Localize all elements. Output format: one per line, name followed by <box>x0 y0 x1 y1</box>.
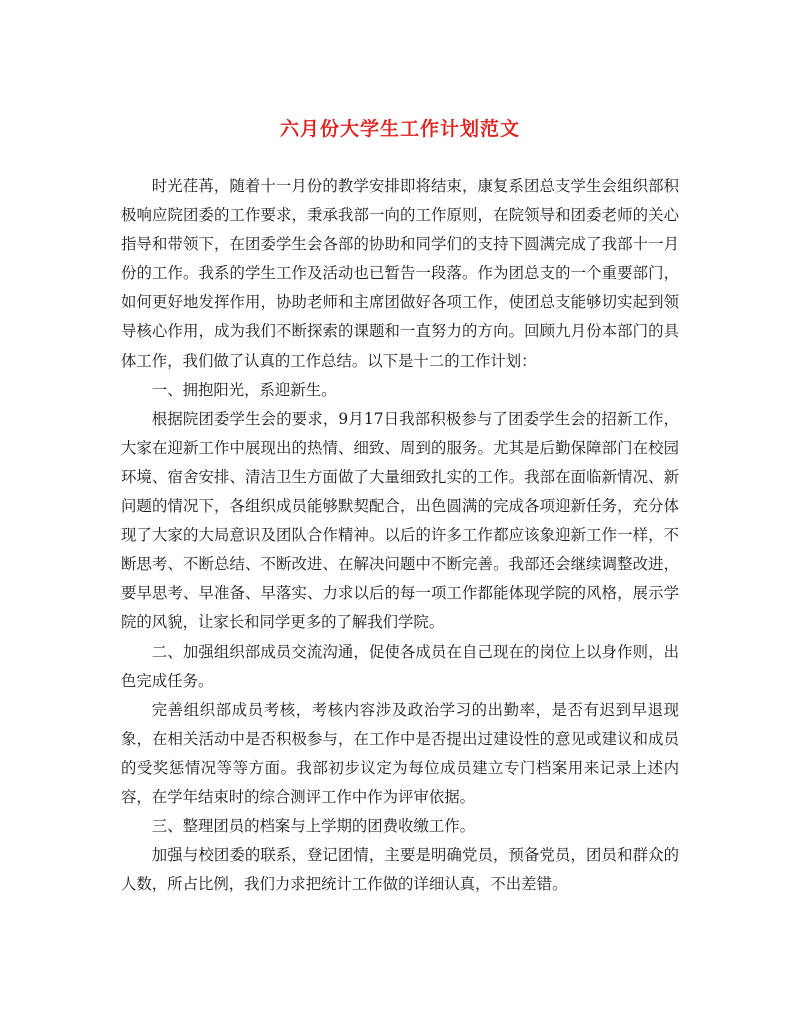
paragraph-league-statistics: 加强与校团委的联系，登记团情，主要是明确党员，预备党员，团员和群众的人数，所占比例，我们力求把统计工作做的详细认真，不出差错。 <box>121 846 679 894</box>
document-body <box>121 172 679 899</box>
document-title: 六月份大学生工作计划范文 <box>279 118 520 140</box>
paragraph-welcome-freshmen: 根据院团委学生会的要求，9月17日我部积极参与了团委学生会的招新工作，大家在迎新工作中展现出的热情、细致、周到的服务。尤其是后勤保障部门在校园环境、宿舍安排、清洁卫生方面做了大量细致扎实的工作。我部在面临新情况、新问题的情况下，各组织成员能够默契配合，出色圆满的完成各项迎新任务，充分体现了大家的大局意识及团队合作精神。以后的许多工作都应该象迎新工作一样，不断思考、不断总结、不断改进、在解决问题中不断完善。我部还会继续调整改进，要早思考、早准备、早落实、力求以后的每一项工作都能体现学院的风格，展示学院的风貌，让家长和同学更多的了解我们学院。 <box>121 409 679 632</box>
paragraph-intro: 时光荏苒，随着十一月份的教学安排即将结束，康复系团总支学生会组织部积极响应院团委的工作要求，秉承我部一向的工作原则，在院领导和团委老师的关心指导和带领下，在团委学生会各部的协助和同学们的支持下圆满完成了我部十一月份的工作。我系的学生工作及活动也已暂告一段落。作为团总支的一个重要部门，如何更好地发挥作用，协助老师和主席团做好各项工作，使团总支能够切实起到领导核心作用，成为我们不断探索的课题和一直努力的方向。回顾九月份本部门的具体工作，我们做了认真的工作总结。以下是十二的工作计划： <box>121 177 679 370</box>
paragraph-heading-1: 一、拥抱阳光，系迎新生。 <box>151 380 337 399</box>
paragraph-heading-2: 二、加强组织部成员交流沟通，促使各成员在自己现在的岗位上以身作则，出色完成任务。 <box>121 642 679 690</box>
paragraph-member-assessment: 完善组织部成员考核，考核内容涉及政治学习的出勤率，是否有迟到早退现象，在相关活动中是否积极参与，在工作中是否提出过建设性的意见或建议和成员的受奖惩情况等等方面。我部初步议定为每位成员建立专门档案用来记录上述内容，在学年结束时的综合测评工作中作为评审依据。 <box>121 700 679 806</box>
paragraph-heading-3: 三、整理团员的档案与上学期的团费收缴工作。 <box>151 817 476 836</box>
